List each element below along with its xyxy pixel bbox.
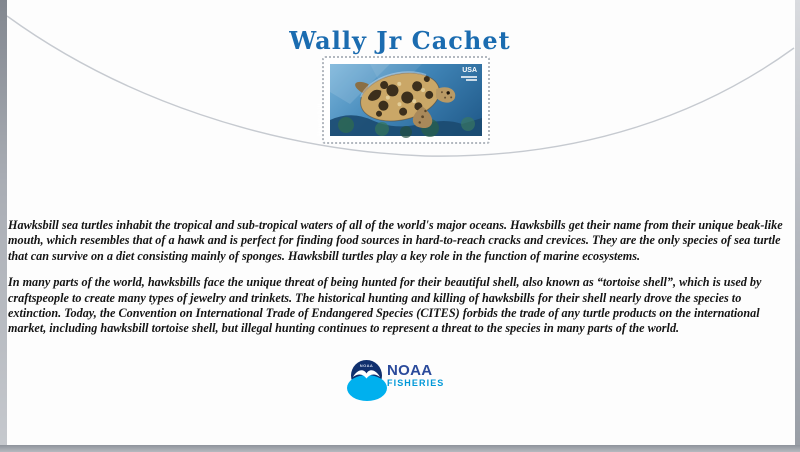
stamp-species-label [317, 68, 333, 136]
noaa-org-text: NOAA [387, 361, 433, 379]
stamp-species-line2: Sea Turtle [324, 102, 332, 136]
stamp-country-label: USA [462, 67, 477, 74]
stamp-species-line1: Hawksbill [317, 103, 324, 136]
postage-stamp [317, 56, 490, 144]
stamp-fine-print [461, 76, 477, 81]
stamp-image [317, 64, 482, 136]
noaa-fisheries-logo [351, 360, 444, 391]
cachet-title: Wally Jr Cachet [289, 26, 511, 55]
fisheries-text: FISHERIES [387, 377, 445, 388]
noaa-emblem-icon [351, 360, 382, 391]
cachet-text [8, 218, 794, 348]
emblem-text: NOAA [359, 363, 374, 368]
paragraph-hawksbill-habitat: Hawksbill sea turtles inhabit the tropical and sub-tropical waters of all of the world's major oceans. Hawksbills get their name from their unique beak-like mouth, which resembles that of a hawk and is perfect for finding food sources in hard-to-reach cracks and crevices. They are the only species of sea turtle that can survive on a diet consisting mainly of sponges. Hawksbill turtles play a key role in the function of marine ecosystems. [8, 218, 783, 263]
hawksbill-turtle-illustration [330, 64, 482, 136]
noaa-wordmark [387, 361, 445, 388]
paragraph-hawksbill-threats: In many parts of the world, hawksbills face the unique threat of being hunted for their beautiful shell, also known as “tortoise shell”, which is used by craftspeople to create many types of jewelry and trinkets. The historical hunting and killing of hawksbills for their shell nearly drove the species to extinction. Today, the Convention on International Trade of Endangered Species (CITES) forbids the trade of any turtle products on the international market, including hawksbill tortoise shell, but illegal hunting continues to represent a threat to the species in many parts of the world. [8, 275, 762, 336]
